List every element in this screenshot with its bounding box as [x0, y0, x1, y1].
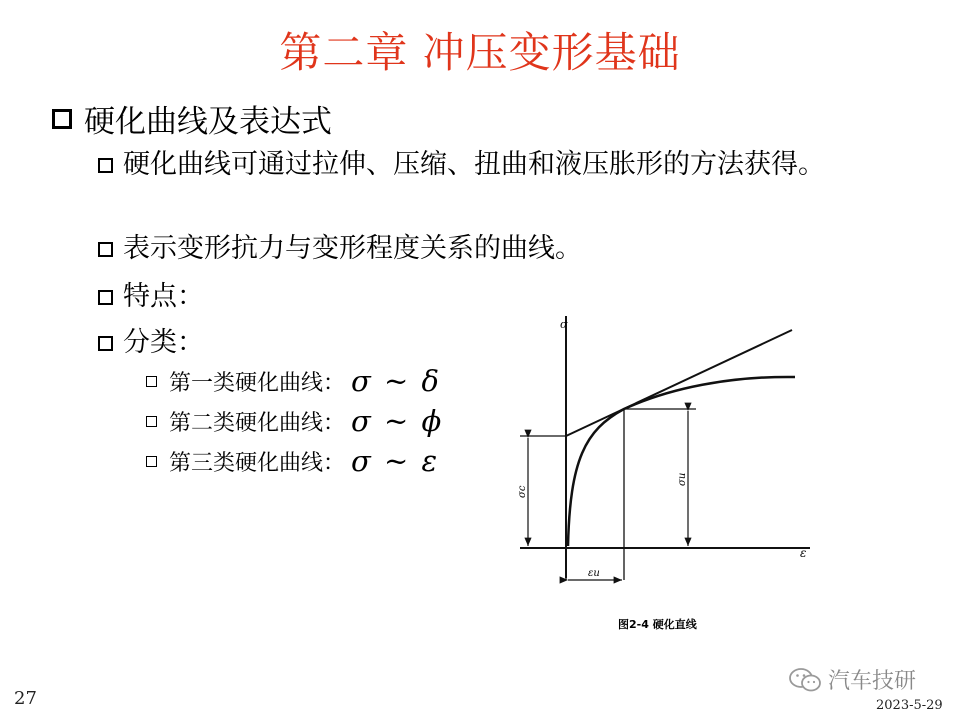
sub-bullet-item [146, 404, 443, 438]
checkbox-bullet-icon [98, 336, 113, 351]
checkbox-bullet-icon [146, 416, 157, 427]
bullet-text: 表示变形抗力与变形程度关系的曲线。 [123, 233, 582, 264]
eps-u-label: εu [588, 568, 600, 579]
formula: σ ~ ϕ [351, 404, 444, 438]
tangent-line [566, 330, 792, 436]
y-axis-label: σ [560, 318, 568, 331]
bullet-text: 硬化曲线可通过拉伸、压缩、扭曲和液压胀形的方法获得。 [123, 149, 825, 180]
x-axis-label: ε [800, 546, 807, 560]
watermark-text: 汽车技研 [828, 669, 917, 694]
heading-bullet [52, 96, 332, 141]
hardening-curve-figure [500, 310, 820, 640]
sub-bullet-item [146, 444, 439, 478]
slide-date: 2023-5-29 [876, 698, 943, 713]
sigma-u-label: σu [677, 472, 688, 486]
wechat-icon [788, 667, 822, 693]
sigma-c-label: σc [517, 485, 528, 498]
formula: σ ~ δ [351, 364, 442, 398]
slide-title: 第二章 冲压变形基础 [279, 28, 681, 77]
checkbox-bullet-icon [146, 456, 157, 467]
bullet-item [98, 146, 883, 184]
bullet-text: 分类： [123, 327, 204, 358]
checkbox-bullet-icon [98, 242, 113, 257]
checkbox-bullet-icon [146, 376, 157, 387]
checkbox-bullet-icon [52, 109, 72, 129]
heading-text: 硬化曲线及表达式 [84, 104, 332, 140]
hardening-curve [568, 377, 795, 546]
checkbox-bullet-icon [98, 290, 113, 305]
sub-bullet-label: 第一类硬化曲线： [169, 370, 346, 396]
bullet-item [98, 278, 204, 316]
checkbox-bullet-icon [98, 158, 113, 173]
figure-caption: 图2-4 硬化直线 [618, 618, 697, 631]
formula: σ ~ ε [351, 444, 440, 478]
sub-bullet-label: 第二类硬化曲线： [169, 410, 346, 436]
bullet-text: 特点： [123, 281, 204, 312]
page-number: 27 [14, 688, 37, 709]
watermark [788, 664, 916, 695]
sub-bullet-item [146, 364, 441, 398]
bullet-item [98, 230, 582, 268]
sub-bullet-label: 第三类硬化曲线： [169, 450, 346, 476]
bullet-item [98, 324, 204, 362]
